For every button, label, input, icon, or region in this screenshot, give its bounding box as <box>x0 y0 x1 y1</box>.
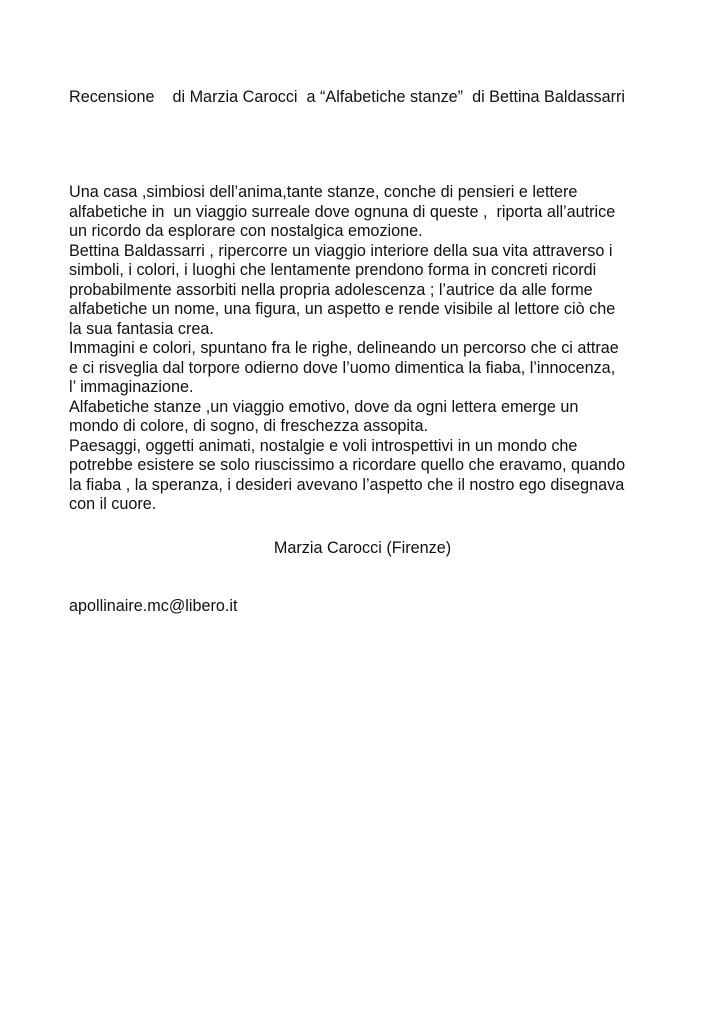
body-line: con il cuore. <box>69 495 157 513</box>
body-line: alfabetiche un nome, una figura, un aspetto e rende visibile al lettore ciò che <box>69 300 616 318</box>
body-line: probabilmente assorbiti nella propria adolescenza ; l’autrice da alle forme <box>69 280 593 299</box>
body-line: l’ immaginazione. <box>69 378 194 396</box>
body-line: Alfabetiche stanze ,un viaggio emotivo, dove da ogni lettera emerge un <box>69 397 579 416</box>
body-line: Immagini e colori, spuntano fra le righe, delineando un percorso che ci attrae <box>69 339 619 357</box>
body-line: Paesaggi, oggetti animati, nostalgie e voli introspettivi in un mondo che <box>69 436 578 455</box>
body-line: un ricordo da esplorare con nostalgica emozione. <box>69 222 423 240</box>
author-email: apollinaire.mc@libero.it <box>69 597 238 615</box>
body-line: la fiaba , la speranza, i desideri avevano l’aspetto che il nostro ego disegnava <box>69 475 625 494</box>
author-signature: Marzia Carocci (Firenze) <box>273 539 452 557</box>
body-line: e ci risveglia dal torpore odierno dove l’uomo dimentica la fiaba, l’innocenza, <box>69 358 616 377</box>
body-line: la sua fantasia crea. <box>69 319 214 338</box>
body-line: mondo di colore, di sogno, di freschezza assopita. <box>69 417 429 435</box>
review-body <box>69 183 669 515</box>
body-line: alfabetiche in un viaggio surreale dove ognuna di queste , riporta all’autrice <box>69 202 616 221</box>
body-line: potrebbe esistere se solo riuscissimo a ricordare quello che eravamo, quando <box>69 456 626 474</box>
body-line: Una casa ,simbiosi dell’anima,tante stanze, conche di pensieri e lettere <box>69 183 578 201</box>
document-title: Recensione di Marzia Carocci a “Alfabetiche stanze” di Bettina Baldassarri <box>69 88 626 106</box>
body-line: Bettina Baldassarri , ripercorre un viaggio interiore della sua vita attraverso i <box>69 241 613 260</box>
body-line: simboli, i colori, i luoghi che lentamente prendono forma in concreti ricordi <box>69 261 597 279</box>
